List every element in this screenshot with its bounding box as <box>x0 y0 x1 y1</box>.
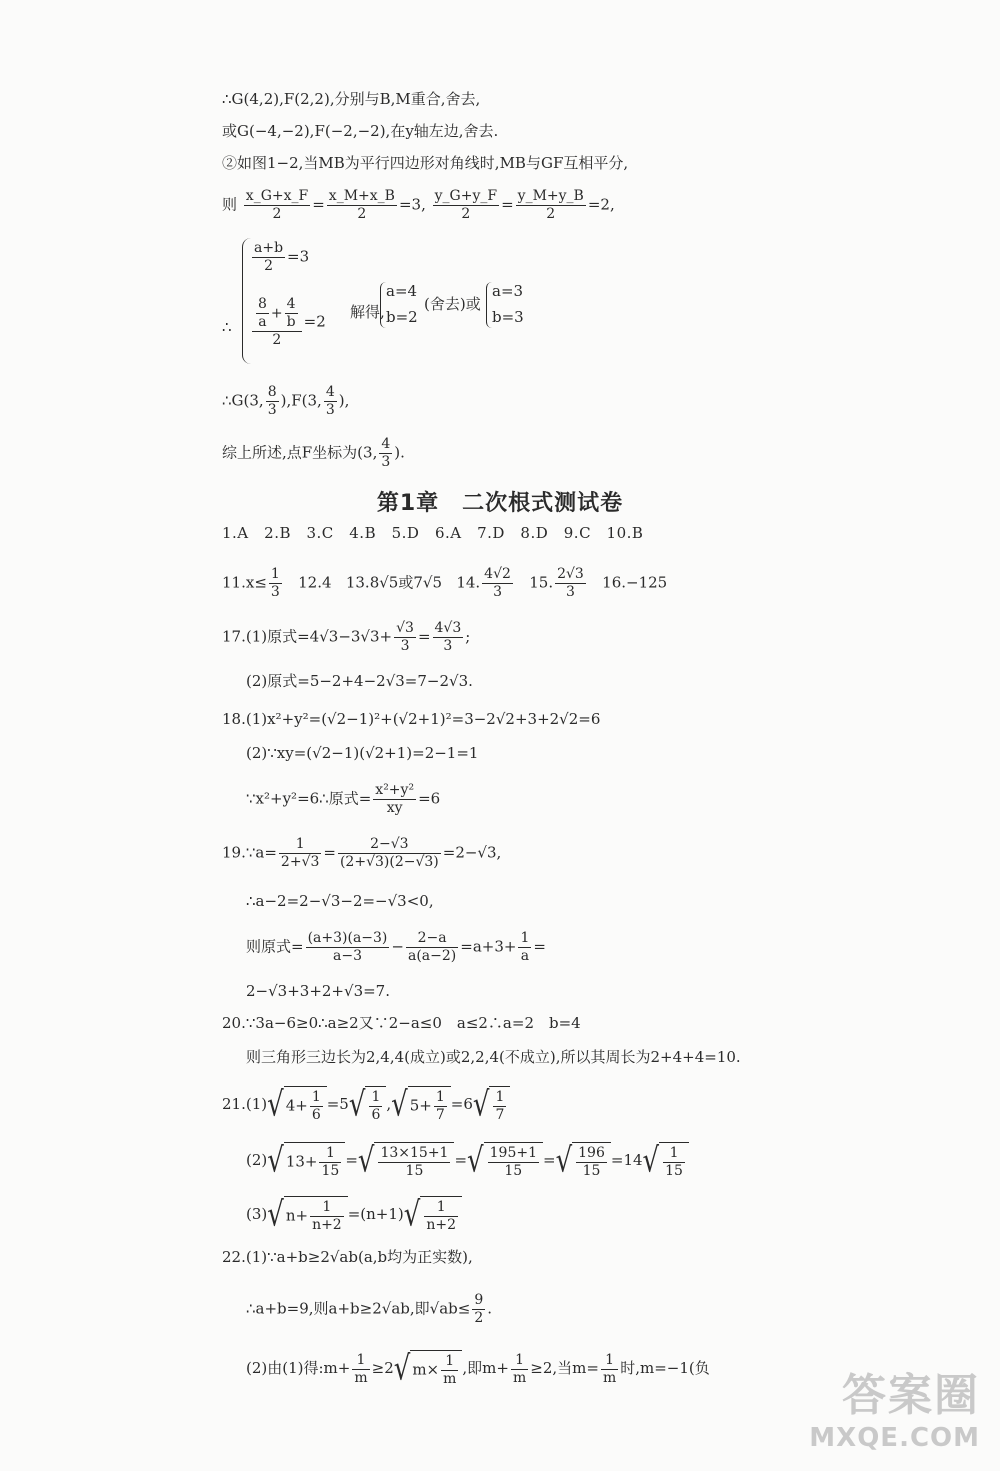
sol1-note: (舍去)或 <box>424 295 481 313</box>
num: 1 <box>663 1145 685 1163</box>
fraction <box>482 566 513 601</box>
sys-row-2 <box>250 296 326 349</box>
num: √3 <box>396 620 414 636</box>
fraction <box>369 1089 382 1124</box>
radical <box>267 1086 327 1124</box>
q22-part3 <box>246 1350 710 1388</box>
line-case-2: ②如图1−2,当MB为平行四边形对角线时,MB与GF互相平分, <box>222 154 629 172</box>
radicand <box>659 1142 689 1180</box>
fraction <box>266 384 279 419</box>
q19-part4: 2−√3+3+2+√3=7. <box>246 982 390 1000</box>
den: 2 <box>272 206 282 222</box>
fraction <box>310 1199 344 1234</box>
text: =14 <box>610 1151 643 1169</box>
text: − <box>391 937 404 956</box>
watermark <box>809 1359 980 1453</box>
chapter-heading: 第1章 二次根式测试卷 <box>376 491 624 516</box>
num: 9 <box>474 1292 484 1308</box>
num: $\frac{8}{a}$ + $\frac{4}{b}$ <box>252 296 302 332</box>
fraction <box>379 436 392 471</box>
line-g-f-result <box>222 384 349 419</box>
line-g-f-coincide: ∴G(4,2),F(2,2),分别与B,M重合,舍去, <box>222 90 481 108</box>
fraction <box>285 296 298 331</box>
sqrt-icon: √ <box>472 1085 490 1125</box>
den: (2+√3)(2−√3) <box>339 854 439 870</box>
text: = <box>454 1151 468 1169</box>
num: 4 <box>325 384 335 400</box>
answers-11-16 <box>222 566 667 601</box>
text: =a+3+ <box>460 937 517 956</box>
radicand <box>410 1350 462 1388</box>
sqrt-icon: √ <box>267 1195 284 1235</box>
num: 1 <box>270 566 280 582</box>
line-g-f-left: 或G(−4,−2),F(−2,−2),在y轴左边,舍去. <box>222 122 499 140</box>
radical <box>643 1142 689 1180</box>
fraction <box>576 1145 607 1180</box>
q18-part2: (2)∵xy=(√2−1)(√2+1)=2−1=1 <box>246 744 479 762</box>
sqrt-icon: √ <box>391 1085 408 1125</box>
fraction <box>279 836 321 871</box>
radicand <box>420 1196 462 1234</box>
radicand <box>408 1086 451 1124</box>
fraction <box>434 1089 447 1124</box>
sol1-b: b=2 <box>386 308 418 326</box>
den: 15 <box>321 1163 340 1179</box>
fraction <box>511 1352 528 1387</box>
text: 5+ <box>409 1096 432 1115</box>
fraction <box>324 384 337 419</box>
num: 1 <box>371 1089 381 1105</box>
num: 1 <box>435 1089 445 1105</box>
sol1-a: a=4 <box>386 282 418 300</box>
num: (a+3)(a−3) <box>307 930 388 946</box>
text: ∴a+b=9,则a+b≥2√ab,即√ab≤ <box>246 1299 471 1318</box>
den: 3 <box>270 584 280 600</box>
fraction <box>493 1089 506 1124</box>
den: 15 <box>405 1163 424 1179</box>
num: x_M+x_B <box>328 188 395 204</box>
den: 6 <box>371 1107 381 1123</box>
text: ≥2,当m= <box>530 1359 599 1377</box>
text: 综上所述,点F坐标为(3, <box>222 443 378 462</box>
den: m <box>354 1369 368 1386</box>
fraction <box>378 1145 450 1180</box>
text: . <box>487 1299 493 1318</box>
text: =2−√3, <box>442 843 502 862</box>
text: =3 <box>287 247 310 266</box>
text: =(n+1) <box>347 1205 404 1223</box>
q19-part2: ∴a−2=2−√3−2=−√3<0, <box>246 892 434 910</box>
den: 2 <box>474 1310 484 1326</box>
den: 3 <box>325 402 335 418</box>
den: 3 <box>400 638 410 654</box>
sqrt-icon: √ <box>403 1195 421 1235</box>
den: a <box>258 314 267 330</box>
text: 13+ <box>285 1152 318 1171</box>
den: m <box>602 1369 617 1386</box>
fraction <box>306 930 390 965</box>
fraction <box>488 1145 539 1180</box>
fraction <box>555 566 586 601</box>
radical <box>394 1350 463 1388</box>
num: 4√2 <box>484 566 511 582</box>
radicand <box>284 1086 327 1124</box>
radical <box>404 1196 462 1234</box>
den: 2 <box>272 332 282 348</box>
sqrt-icon: √ <box>357 1141 375 1181</box>
q21-part2 <box>246 1142 689 1180</box>
text: 14. <box>456 573 481 592</box>
num: 4 <box>381 436 391 452</box>
num: 4√3 <box>434 620 462 636</box>
fraction <box>518 930 531 965</box>
den: 2 <box>264 258 273 274</box>
num: 1 <box>601 1352 618 1370</box>
text: ∴G(3, <box>222 391 264 410</box>
q22-part1: 22.(1)∵a+b≥2√ab(a,b均为正实数), <box>222 1248 473 1266</box>
num: 1 <box>441 1353 458 1371</box>
fraction <box>252 296 302 349</box>
text: ),F(3, <box>280 391 322 410</box>
text: 则原式= <box>246 937 304 956</box>
text: 4+ <box>285 1096 308 1115</box>
sys-row-1 <box>250 240 309 275</box>
sqrt-icon: √ <box>267 1085 284 1125</box>
watermark-brand: 答案圈 <box>842 1370 980 1421</box>
text: = <box>323 843 336 862</box>
den: 7 <box>435 1107 445 1123</box>
q20-part1: 20.∵3a−6≥0∴a≥2又∵2−a≤0 a≤2∴a=2 b=4 <box>222 1014 581 1032</box>
num: 1 <box>511 1352 528 1370</box>
den: 2 <box>461 206 471 222</box>
text: , <box>386 1095 392 1113</box>
num: x²+y² <box>375 782 415 798</box>
text: 11.x≤ <box>222 573 267 592</box>
fraction <box>244 188 310 223</box>
den: 3 <box>381 454 391 470</box>
radical <box>267 1142 345 1180</box>
num: 13×15+1 <box>380 1145 449 1161</box>
sol2-b: b=3 <box>492 308 524 326</box>
radicand <box>484 1142 543 1180</box>
text: 19.∵a= <box>222 843 277 862</box>
fraction <box>433 188 499 223</box>
den: 3 <box>443 638 453 654</box>
fraction <box>310 1089 323 1124</box>
text: = <box>542 1151 556 1169</box>
fraction <box>319 1145 341 1180</box>
num: 1 <box>310 1199 344 1217</box>
den: 15 <box>665 1163 683 1179</box>
q19-part1 <box>222 836 501 871</box>
text: 17.(1)原式=4√3−3√3+ <box>222 627 393 646</box>
den: 2 <box>546 206 556 222</box>
q18-part1: 18.(1)x²+y²=(√2−1)²+(√2+1)²=3−2√2+3+2√2=6 <box>222 710 601 728</box>
text: ; <box>465 627 471 646</box>
text: 则 <box>222 195 238 214</box>
radicand <box>489 1086 510 1124</box>
radical <box>391 1086 451 1124</box>
den: 15 <box>582 1163 601 1179</box>
text: (2) <box>246 1151 268 1169</box>
answers-1-10: 1.A 2.B 3.C 4.B 5.D 6.A 7.D 8.D 9.C 10.B <box>222 524 644 542</box>
den: n+2 <box>426 1217 456 1233</box>
num: 2√3 <box>557 566 584 582</box>
line-summary <box>222 436 405 471</box>
fraction <box>269 566 282 601</box>
text: ,即m+ <box>462 1359 509 1377</box>
radical <box>267 1196 347 1234</box>
den: a <box>520 948 530 964</box>
den: 7 <box>495 1107 505 1123</box>
q19-part3 <box>246 930 546 965</box>
den: xy <box>386 800 403 816</box>
q21-part3 <box>246 1196 462 1234</box>
den: 3 <box>566 584 575 600</box>
num: a+b <box>254 240 284 256</box>
num: 196 <box>578 1145 605 1161</box>
sol2-a: a=3 <box>492 282 524 300</box>
num: 195+1 <box>489 1145 537 1161</box>
fraction <box>424 1199 458 1234</box>
den: 6 <box>311 1107 321 1123</box>
q22-part2 <box>246 1292 492 1327</box>
sqrt-icon: √ <box>348 1085 366 1125</box>
sqrt-icon: √ <box>555 1141 573 1181</box>
text: 12.4 <box>298 573 332 592</box>
den: a(a−2) <box>407 948 457 964</box>
watermark-url: MXQE.COM <box>809 1423 980 1453</box>
text: (3) <box>246 1205 268 1223</box>
q20-part2: 则三角形三边长为2,4,4(成立)或2,2,4(不成立),所以其周长为2+4+4=10. <box>246 1048 741 1066</box>
text: ). <box>394 443 405 462</box>
num: y_G+y_F <box>434 188 498 204</box>
radical <box>349 1086 387 1124</box>
den: b <box>286 314 296 330</box>
text: 时,m=−1(负 <box>620 1359 710 1377</box>
text: ∵x²+y²=6∴原式= <box>246 789 372 808</box>
fraction <box>327 188 397 223</box>
num: 2−√3 <box>338 836 441 854</box>
den: m <box>443 1371 457 1387</box>
radical <box>473 1086 511 1124</box>
radical <box>358 1142 455 1180</box>
text: =5 <box>326 1095 349 1113</box>
text: 16.−125 <box>602 573 668 592</box>
radicand <box>374 1142 454 1180</box>
radical <box>467 1142 543 1180</box>
den: 2 <box>357 206 367 222</box>
num: 1 <box>424 1199 458 1217</box>
text: ≥2 <box>371 1359 394 1377</box>
num: 8 <box>258 296 267 312</box>
radicand <box>572 1142 611 1180</box>
num: 4 <box>285 296 298 314</box>
num: 1 <box>352 1352 369 1370</box>
fraction <box>441 1353 458 1388</box>
num: 1 <box>495 1089 505 1105</box>
fraction <box>338 836 441 871</box>
text: 15. <box>529 573 554 592</box>
num: 1 <box>311 1089 321 1105</box>
radicand <box>284 1142 345 1180</box>
text: =2, <box>587 195 615 214</box>
den: 2+√3 <box>280 854 320 870</box>
fraction <box>252 240 285 275</box>
text: = <box>345 1151 358 1169</box>
q18-part3 <box>246 782 440 817</box>
sys-therefore: ∴ <box>222 318 232 336</box>
den: a−3 <box>333 948 362 964</box>
den: 15 <box>504 1163 523 1179</box>
q17-part2: (2)原式=5−2+4−2√3=7−2√3. <box>246 672 473 690</box>
fraction <box>373 782 416 817</box>
radicand <box>284 1196 348 1234</box>
num: x_G+x_F <box>245 188 309 204</box>
fraction <box>472 1292 485 1327</box>
sys-solve: 解得, <box>350 303 385 321</box>
text: =6 <box>450 1095 473 1113</box>
num: 2−a <box>406 930 458 948</box>
num: 1 <box>319 1145 341 1163</box>
fraction <box>663 1145 685 1180</box>
sqrt-icon: √ <box>267 1141 284 1181</box>
text: =2 <box>303 312 326 331</box>
den: 3 <box>493 584 502 600</box>
text: n+ <box>285 1206 309 1225</box>
sqrt-icon: √ <box>642 1141 660 1181</box>
q17-part1 <box>222 620 470 655</box>
fraction <box>601 1352 618 1387</box>
radicand <box>365 1086 386 1124</box>
text: =6 <box>418 789 441 808</box>
q21-part1 <box>222 1086 510 1124</box>
text: = <box>533 937 546 956</box>
sqrt-icon: √ <box>393 1349 411 1389</box>
num: y_M+y_B <box>517 188 584 204</box>
fraction <box>352 1352 369 1387</box>
sqrt-icon: √ <box>467 1141 484 1181</box>
text: (2)由(1)得:m+ <box>246 1359 351 1377</box>
den: m <box>512 1369 527 1386</box>
text: ), <box>338 391 350 410</box>
den: n+2 <box>312 1217 342 1233</box>
text: = <box>417 627 431 646</box>
text: 13.8√5或7√5 <box>345 573 442 592</box>
fraction <box>256 296 269 331</box>
text: =3, <box>398 195 426 214</box>
text: 21.(1) <box>222 1095 268 1113</box>
den: 3 <box>267 402 277 418</box>
fraction <box>516 188 586 223</box>
num: 1 <box>279 836 321 854</box>
num: 8 <box>267 384 277 400</box>
num: 1 <box>520 930 530 946</box>
fraction <box>394 620 416 655</box>
fraction <box>433 620 464 655</box>
fraction <box>406 930 458 965</box>
text: m× <box>412 1360 440 1379</box>
line-midpoint-eq: 则 $\frac{x\_G+x\_F}{2}$ = $\frac{x\_M+x\_B}{2}$ =3, $\frac{y\_G+y\_F}{2}$ = $\frac{y\_M+y\_B}{2}$ =2, <box>222 188 615 222</box>
radical <box>556 1142 611 1180</box>
